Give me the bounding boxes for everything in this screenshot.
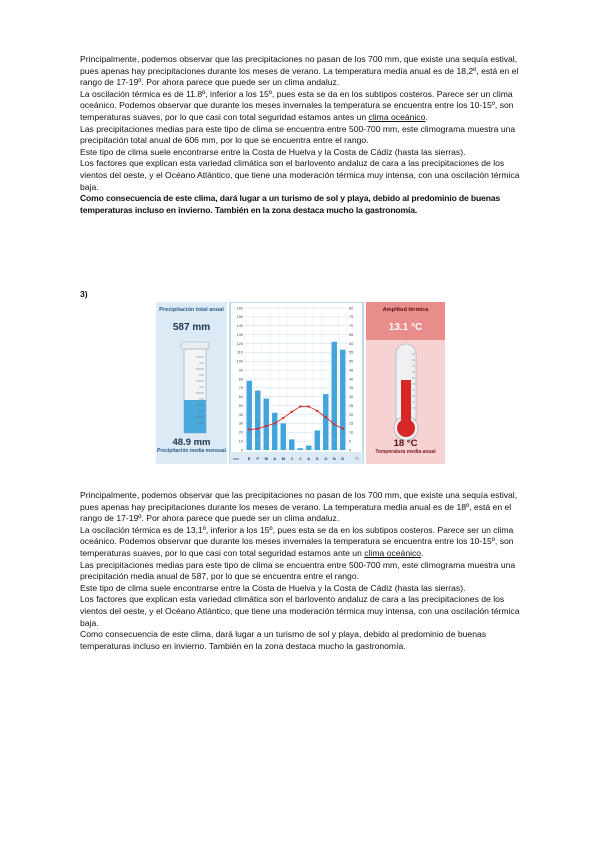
paragraph: Como consecuencia de este clima, dará lugar a un turismo de sol y playa, debido al predominio de buenas temperaturas incluso en invierno. También en la zona destaca mucho la gastronomía. [80,629,487,651]
paragraph: Los factores que explican esta variedad climática son el barlovento andaluz de cara a las precipitaciones de los vientos del oeste, y el Océano Atlántico, que tiene una moderación térmica muy intensa, con una oscilación térmica baja. [80,158,520,192]
paragraph: Principalmente, podemos observar que las precipitaciones no pasan de los 700 mm, que existe una sequía estival, pues apenas hay precipitaciones durante los meses de verano. La temperatura media anual es de 18,2º, está en el rango de 17-19º. Por ahora parece que puede ser un clima andaluz. [80,54,519,88]
y-tick-left: 0 [240,448,243,453]
y-tick-right: 25 [349,403,354,408]
y-tick-right: 45 [349,368,354,373]
paragraph: Este tipo de clima suele encontrarse entre la Costa de Huelva y la Costa de Cádiz (hasta las sierras). [80,146,466,157]
text-section-2 [80,490,520,652]
precip-bar [281,423,286,450]
paragraph: Las precipitaciones medias para este tipo de clima se encuentra entre 500-700 mm, este climograma muestra una precipitación media anual de 587, por lo que se encuentra entre el rango. [80,559,516,582]
y-tick-left: 20 [238,430,243,435]
link-clima-oceanico[interactable]: clima oceánico [364,547,422,558]
month-label: F [256,456,259,461]
text-span: La oscilación térmica es de 11.8º, inferior a los 15º, pues esta se da en los subtipos costeros. Parece ser un clima oceánico. Podemos observar que durante los meses invernales la temperatura se encuentra entre los 10-15º, son temperaturas suaves, por lo que casi con total seguridad estamos antes un [80,88,514,122]
y-tick-right: 55 [349,350,354,355]
precip-bar [272,413,277,450]
precip-total-value: 587 mm [172,322,211,333]
y-tick-left: 130 [236,332,243,337]
month-label: J [290,456,293,461]
y-tick-right: 50 [349,359,354,364]
y-tick-right: 15 [349,421,354,426]
precip-bar [323,394,328,450]
precip-bar [247,381,252,450]
text-section-1 [80,54,520,216]
climograph-figure [156,302,445,464]
temperature-point [248,428,250,430]
y-tick-right: 40 [349,377,354,382]
temperature-point [325,416,327,418]
thermometer-icon [394,344,418,440]
temperature-point [291,411,293,413]
month-label: E [247,456,251,461]
precip-bar [315,430,320,450]
amplitude-label: Amplitud térmica [382,307,429,313]
precip-bar [340,350,345,450]
link-clima-oceanico[interactable]: clima oceánico [368,111,426,122]
month-label: N [332,456,336,461]
precip-bar [289,439,294,450]
y-tick-left: 120 [236,341,243,346]
paragraph-bold: Como consecuencia de este clima, dará lugar a un turismo de sol y playa, debido al predominio de buenas temperaturas incluso en invierno. También en la zona destaca mucho la gastronomía. [80,193,501,215]
y-tick-left: 150 [236,315,243,320]
paragraph: Las precipitaciones medias para este tipo de clima se encuentra entre 500-700 mm, este climograma muestra una precipitación total anual de 606 mm, por lo que se encuentra entre el rango. [80,123,516,146]
precip-bar [332,342,337,450]
paragraph: Este tipo de clima suele encontrarse entre la Costa de Huelva y la Costa de Cádiz (hasta las sierras). [80,582,466,593]
y-tick-right: 70 [349,324,354,329]
y-tick-right: 0 [349,448,352,453]
temperature-point [299,405,301,407]
y-tick-left: 100 [236,359,243,364]
precip-total-label: Precipitación total anual [159,307,224,313]
y-tick-right: 30 [349,395,354,400]
y-tick-left: 50 [238,403,243,408]
temperature-point [265,425,267,427]
month-label: M [264,456,268,461]
precip-bar [298,448,303,450]
y-tick-right: 5 [349,439,352,444]
temperature-point [274,422,276,424]
axis-unit-right: °C [354,457,360,461]
y-tick-right: 20 [349,412,354,417]
text-span: . [425,111,428,122]
y-tick-right: 80 [349,306,354,311]
y-tick-left: 40 [238,412,243,417]
precip-bar [255,391,260,450]
y-tick-left: 10 [238,439,243,444]
month-label: J [299,456,302,461]
axis-unit-left: mm [233,457,239,461]
month-label: O [324,456,328,461]
y-tick-left: 110 [236,350,243,355]
temperature-point [282,417,284,419]
temperature-point [257,428,259,430]
month-label: A [307,456,311,461]
y-tick-left: 160 [236,306,243,311]
y-tick-left: 30 [238,421,243,426]
y-tick-right: 35 [349,386,354,391]
paragraph: Los factores que explican esta variedad climática son el barlovento andaluz de cara a las precipitaciones de los vientos del oeste, y el Océano Atlántico, que tiene una moderación térmica muy intensa, con una oscilación térmica baja. [80,594,520,628]
y-tick-right: 65 [349,332,354,337]
paragraph [80,525,520,560]
y-tick-left: 90 [238,368,243,373]
month-label: A [273,456,277,461]
precip-monthly-label: Precipitación media mensual [157,448,226,454]
y-tick-right: 60 [349,341,354,346]
temp-mean-label: Temperatura media anual [375,449,436,455]
temperature-point [342,428,344,430]
y-tick-left: 60 [238,395,243,400]
temperature-point [333,423,335,425]
temp-mean-value: 18 °C [393,438,418,449]
text-span: La oscilación térmica es de 13,1º, inferior a los 15º, pues esta se da en los subtipos costeros. Parece ser un clima oceánico. Podemos observar que durante los meses invernales la temperatura se encuentra entre los 10-15º, son temperaturas suaves, por lo que casi con total seguridad estamos ante un [80,524,514,558]
section-number: 3) [80,289,88,299]
paragraph [80,89,520,124]
precip-bar [306,446,311,450]
temperature-point [316,410,318,412]
test-tube-icon [181,342,209,433]
precip-monthly-value: 48.9 mm [172,437,211,448]
y-tick-left: 140 [236,324,243,329]
y-tick-left: 80 [238,377,243,382]
month-label: D [341,456,345,461]
y-tick-left: 70 [238,386,243,391]
paragraph: Principalmente, podemos observar que las precipitaciones no pasan de los 700 mm, que existe una sequía estival, pues apenas hay precipitaciones durante los meses de verano. La temperatura media anual es de 18º, está en el rango de 17-19º. Por ahora parece que puede ser un clima andaluz. [80,490,518,524]
temperature-point [308,405,310,407]
y-tick-right: 75 [349,315,354,320]
text-span: . [421,547,424,558]
amplitude-value: 13.1 °C [388,322,423,333]
climograph-svg [156,302,445,464]
y-tick-right: 10 [349,430,354,435]
precip-bar [264,399,269,450]
month-label: S [315,456,319,461]
month-label: M [281,456,285,461]
